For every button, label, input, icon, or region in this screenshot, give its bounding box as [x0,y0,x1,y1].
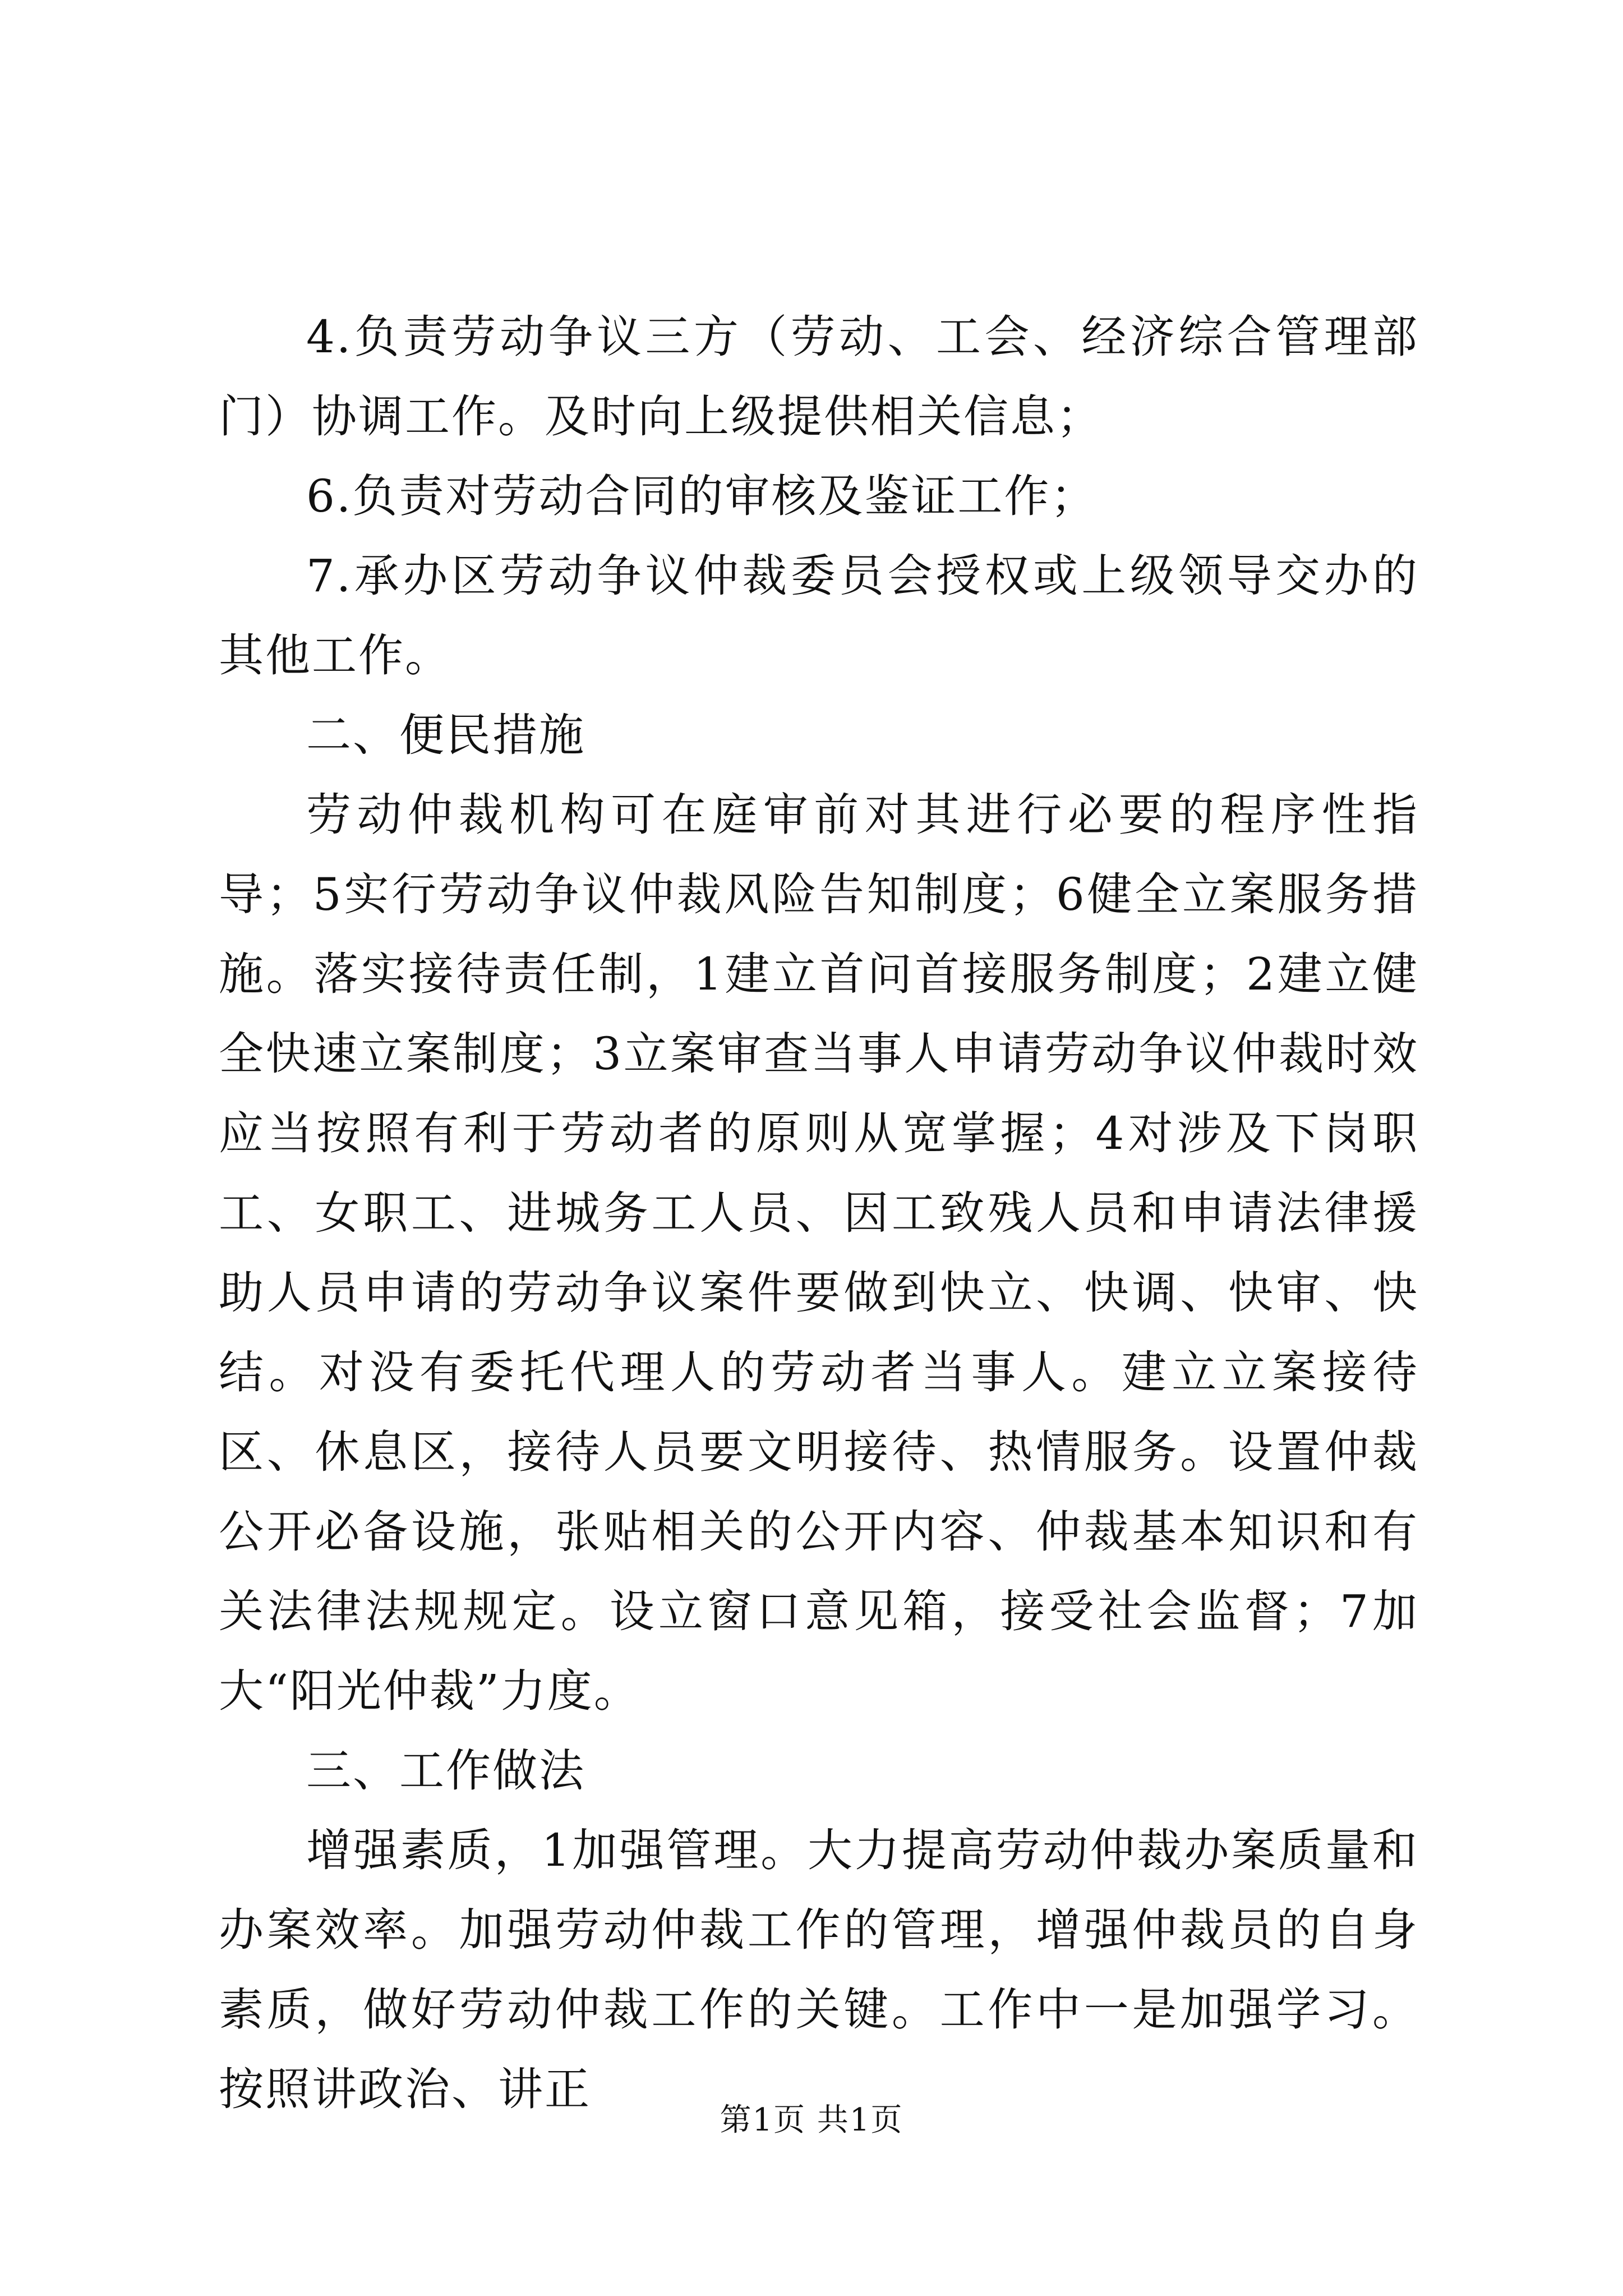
paragraph-convenience-measures: 劳动仲裁机构可在庭审前对其进行必要的程序性指导；5实行劳动争议仲裁风险告知制度；6健全立案服务措施。落实接待责任制，1建立首问首接服务制度；2建立健全快速立案制度；3立案审查当事人申请劳动争议仲裁时效应当按照有利于劳动者的原则从宽掌握；4对涉及下岗职工、女职工、进城务工人员、因工致残人员和申请法律援助人员申请的劳动争议案件要做到快立、快调、快审、快结。对没有委托代理人的劳动者当事人。建立立案接待区、休息区，接待人员要文明接待、热情服务。设置仲裁公开必备设施，张贴相关的公开内容、仲裁基本知识和有关法律法规规定。设立窗口意见箱，接受社会监督；7加大“阳光仲裁”力度。 [219,789,1419,1717]
paragraph-work-practices: 增强素质，1加强管理。大力提高劳动仲裁办案质量和办案效率。加强劳动仲裁工作的管理，增强仲裁员的自身素质，做好劳动仲裁工作的关键。工作中一是加强学习。按照讲政治、讲正 [219,1824,1419,2115]
section-heading-work-practices: 三、工作做法 [306,1745,585,1797]
paragraph-duty-6: 6.负责对劳动合同的审核及鉴证工作； [306,470,1098,522]
section-heading-convenience-measures: 二、便民措施 [306,709,585,761]
paragraph-duty-4: 4.负责劳动争议三方（劳动、工会、经济综合管理部门）协调工作。及时向上级提供相关信息； [219,311,1419,443]
page-footer: 第1页 共1页 [720,2102,903,2138]
paragraph-duty-7: 7.承办区劳动争议仲裁委员会授权或上级领导交办的其他工作。 [219,550,1419,682]
document-body [219,297,1419,2129]
